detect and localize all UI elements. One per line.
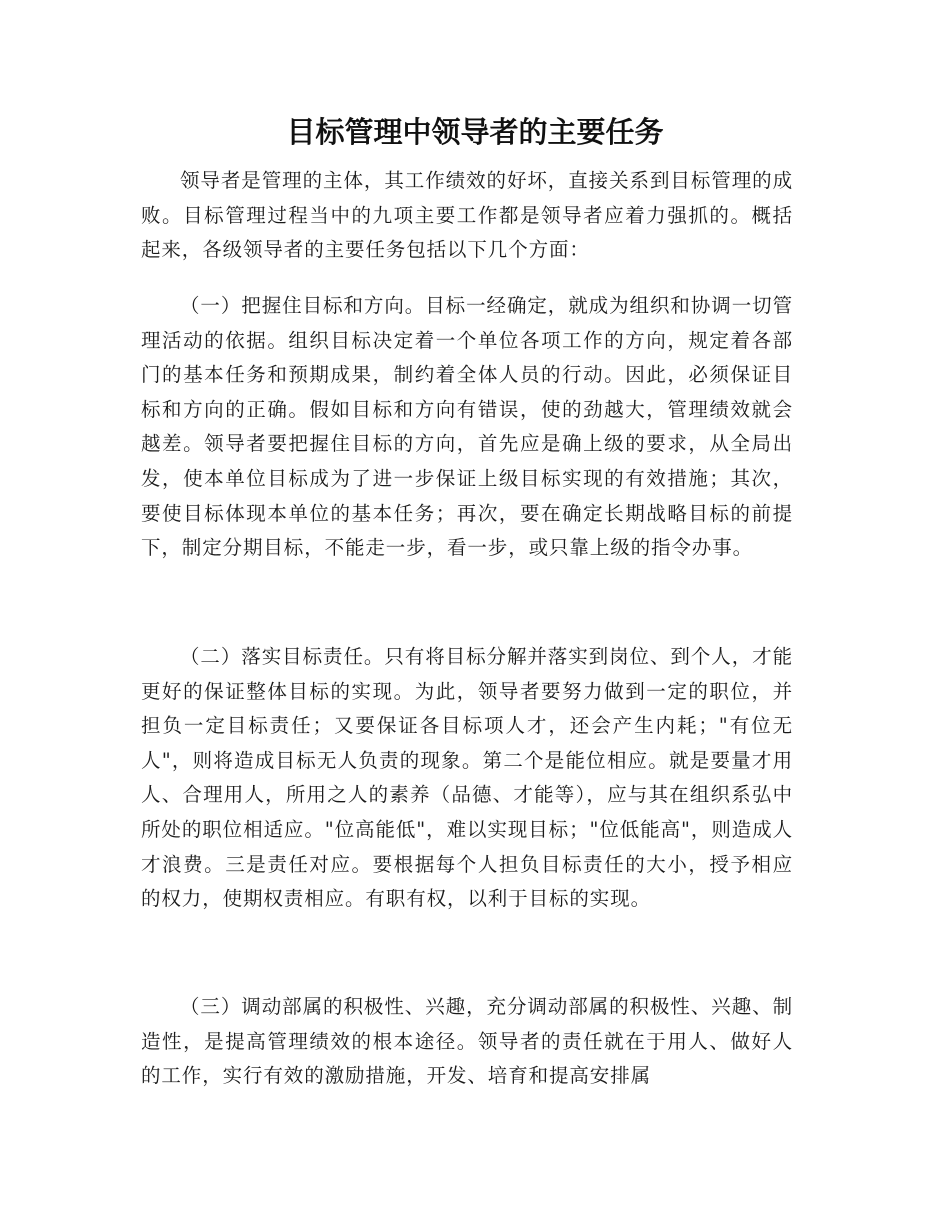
section-2-paragraph: （二）落实目标责任。只有将目标分解并落实到岗位、到个人，才能更好的保证整体目标的实现。为此，领导者要努力做到一定的职位，并担负一定目标责任；又要保证各目标项人才，还会产生内耗；"有位无人"，则将造成目标无人负责的现象。第二个是能位相应。就是要量才用人、合理用人，所用之人的素养（品德、才能等），应与其在组织系弘中所处的职位相适应。"位高能低"，难以实现目标；"位低能高"，则造成人才浪费。三是责任对应。要根据每个人担负目标责任的大小，授予相应的权力，使期权责相应。有职有权，以利于目标的实现。 [141, 645, 793, 911]
document-title: 目标管理中领导者的主要任务 [286, 115, 664, 149]
intro-paragraph: 领导者是管理的主体，其工作绩效的好坏，直接关系到目标管理的成败。目标管理过程当中的九项主要工作都是领导者应着力强抓的。概括起来，各级领导者的主要任务包括以下几个方面： [141, 169, 793, 262]
section-1-paragraph: （一）把握住目标和方向。目标一经确定，就成为组织和协调一切管理活动的依据。组织目标决定着一个单位各项工作的方向，规定着各部门的基本任务和预期成果，制约着全体人员的行动。因此，必须保证目标和方向的正确。假如目标和方向有错误，使的劲越大，管理绩效就会越差。领导者要把握住目标的方向，首先应是确上级的要求，从全局出发，使本单位目标成为了进一步保证上级目标实现的有效措施；其次，要使目标体现本单位的基本任务；再次，要在确定长期战略目标的前提下，制定分期目标，不能走一步，看一步，或只靠上级的指令办事。 [141, 294, 793, 560]
section-3-paragraph: （三）调动部属的积极性、兴趣，充分调动部属的积极性、兴趣、制造性，是提高管理绩效的根本途径。领导者的责任就在于用人、做好人的工作，实行有效的激励措施，开发、培育和提高安排属 [141, 995, 793, 1088]
